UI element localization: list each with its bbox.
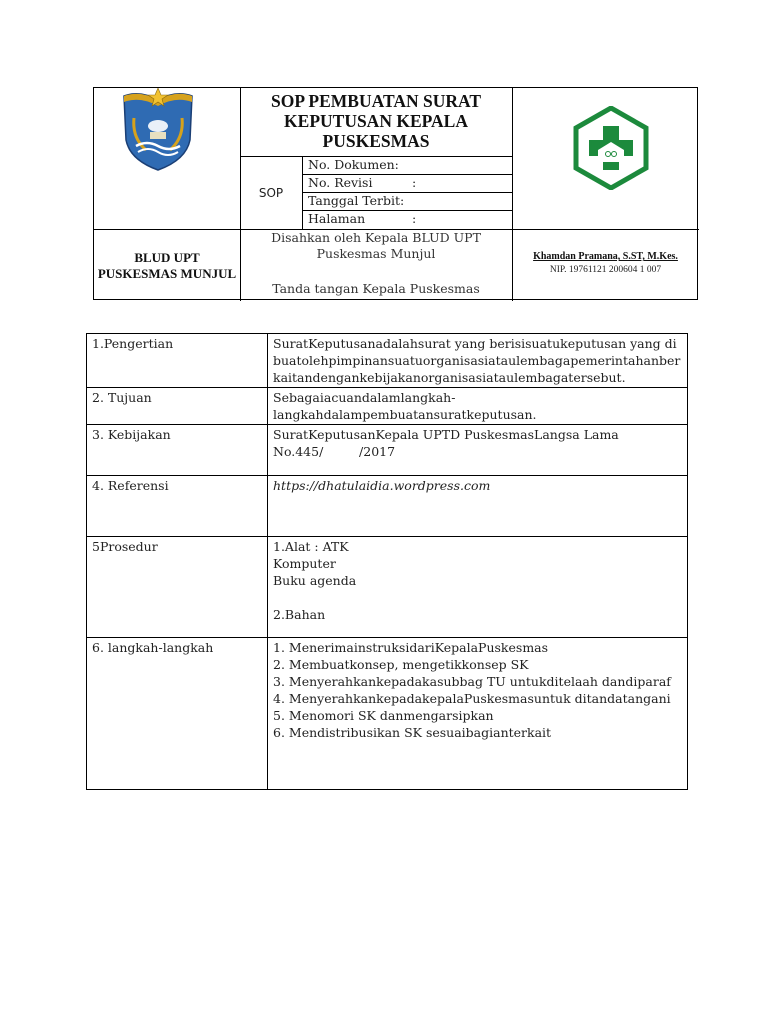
row-label: 3. Kebijakan bbox=[87, 425, 268, 476]
organization-name: BLUD UPT PUSKESMAS MUNJUL bbox=[97, 249, 237, 281]
row-content: 1. MenerimainstruksidariKepalaPuskesmas 2. Membuatkonsep, mengetikkonsep SK 3. Menyerahkankepadakasubbag TU untukditelaah dandiparaf 4. MenyerahkankepadakepalaPuskesmasuntuk ditandatangani 5. Menomori SK danmengarsipkan 6. Mendistribusikan SK sesuaibagianterkait bbox=[268, 638, 688, 790]
signature-label: Tanda tangan Kepala Puskesmas bbox=[272, 281, 480, 296]
row-label: 1.Pengertian bbox=[87, 334, 268, 388]
row-label: 5Prosedur bbox=[87, 537, 268, 638]
row-content: SuratKeputusanadalahsurat yang berisisuatukeputusan yang dibuatolehpimpinansuatuorganisasiataulembagapemerintahanberkaitandengankebijakanorganisasiataulembagatersebut. bbox=[268, 334, 688, 388]
row-label: 4. Referensi bbox=[87, 476, 268, 537]
table-row bbox=[87, 334, 688, 388]
row-label: 2. Tujuan bbox=[87, 388, 268, 425]
puskesmas-logo-icon bbox=[570, 106, 652, 190]
issue-date-field: Tanggal Terbit: bbox=[308, 193, 405, 208]
doc-number-field: No. Dokumen: bbox=[308, 157, 399, 172]
approved-by-text: Disahkan oleh Kepala BLUD UPT Puskesmas Munjul bbox=[271, 230, 481, 261]
page-field: Halaman : bbox=[308, 211, 417, 226]
sop-label: SOP bbox=[258, 186, 284, 200]
sop-header bbox=[93, 87, 698, 300]
table-row bbox=[87, 388, 688, 425]
table-row bbox=[87, 638, 688, 790]
approval-block bbox=[240, 230, 512, 301]
row-content: Sebagaiacuandalamlangkah- langkahdalampembuatansuratkeputusan. bbox=[268, 388, 688, 425]
table-row bbox=[87, 476, 688, 537]
document-title: SOP PEMBUATAN SURAT KEPUTUSAN KEPALA PUSKESMAS bbox=[270, 91, 482, 151]
table-row bbox=[87, 537, 688, 638]
table-row bbox=[87, 425, 688, 476]
signer-nip: NIP. 19761121 200604 1 007 bbox=[549, 265, 662, 275]
regional-emblem-icon bbox=[120, 88, 196, 172]
sop-content-table bbox=[86, 333, 688, 790]
signer-block bbox=[512, 230, 699, 301]
revision-field: No. Revisi : bbox=[308, 175, 417, 190]
row-content: 1.Alat : ATK Komputer Buku agenda 2.Bahan bbox=[268, 537, 688, 638]
row-content: SuratKeputusanKepala UPTD PuskesmasLangsa Lama No.445/ /2017 bbox=[268, 425, 688, 476]
row-label: 6. langkah-langkah bbox=[87, 638, 268, 790]
signer-name: Khamdan Pramana, S.ST, M.Kes. bbox=[533, 251, 678, 262]
reference-link[interactable]: https://dhatulaidia.wordpress.com bbox=[268, 476, 688, 537]
